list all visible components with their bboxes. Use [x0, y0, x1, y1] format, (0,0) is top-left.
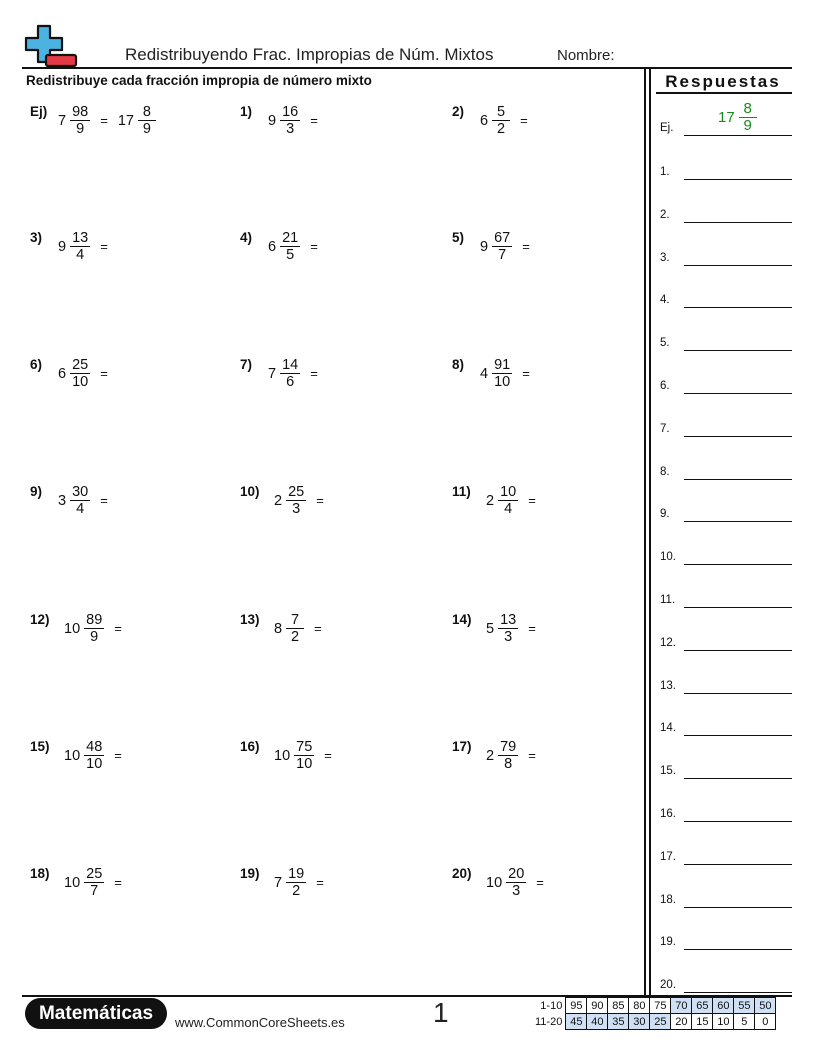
- problem-expression: [274, 739, 332, 772]
- denominator: 5: [286, 247, 295, 263]
- problem-label: 18): [30, 866, 50, 881]
- problem-6: [30, 357, 230, 417]
- problem-expression: [58, 357, 108, 390]
- fraction: [492, 357, 512, 390]
- answer-label: 11.: [660, 594, 676, 606]
- score-row: [532, 1014, 776, 1030]
- problem-label: 2): [452, 104, 465, 119]
- answer-row-16: [660, 802, 792, 822]
- equals-sign: =: [528, 748, 536, 763]
- answer-row-5: [660, 331, 792, 351]
- answer-label: 2.: [660, 208, 670, 221]
- score-cell: 10: [713, 1014, 734, 1030]
- problem-7: [240, 357, 440, 417]
- denominator: 4: [76, 501, 85, 517]
- answer-label: 19.: [660, 936, 676, 949]
- denominator: 8: [504, 756, 513, 772]
- problem-expression: [480, 357, 530, 390]
- problem-1: [240, 104, 440, 164]
- answer-line[interactable]: [684, 521, 792, 522]
- answer-line[interactable]: [684, 864, 792, 865]
- score-cell: 25: [650, 1014, 671, 1030]
- problem-expression: [480, 104, 528, 137]
- answer-label: 18.: [660, 893, 676, 906]
- problem-4: [240, 230, 440, 290]
- answer-label: 8.: [660, 465, 670, 478]
- answer-label: 3.: [660, 251, 670, 264]
- problem-expression: [486, 612, 536, 645]
- answer-row-11: [660, 588, 792, 608]
- numerator: 7: [286, 612, 304, 629]
- whole-number: 6: [58, 365, 67, 382]
- problem-expression: [486, 866, 544, 899]
- example-expression: [58, 104, 156, 137]
- answer-label: 10.: [660, 551, 676, 564]
- score-cell: 55: [734, 998, 755, 1014]
- problem-expression: [486, 739, 536, 772]
- numerator: 13: [72, 230, 89, 246]
- answer-line[interactable]: [684, 479, 792, 480]
- problem-expression: [268, 230, 318, 263]
- equals-sign: =: [324, 748, 332, 763]
- score-cell: 85: [608, 998, 629, 1014]
- example-label: Ej): [30, 104, 48, 119]
- whole-number: 6: [268, 238, 277, 255]
- whole-number: 8: [274, 620, 283, 637]
- problem-expression: [64, 866, 122, 899]
- fraction: [70, 484, 90, 517]
- problem-label: 8): [452, 357, 465, 372]
- fraction: [492, 230, 512, 263]
- problem-16: [240, 739, 440, 799]
- problem-expression: [486, 484, 536, 517]
- problem-14: [452, 612, 652, 672]
- problem-10: [240, 484, 440, 544]
- problem-expression: [274, 612, 322, 645]
- score-cell: 70: [671, 998, 692, 1014]
- problem-label: 16): [240, 739, 260, 754]
- answer-row-18: [660, 888, 792, 908]
- problem-expression: [268, 357, 318, 390]
- answer-line[interactable]: [684, 307, 792, 308]
- equals-sign: =: [100, 239, 108, 254]
- name-label: Nombre:: [557, 47, 615, 64]
- fraction: [84, 866, 104, 899]
- fraction: [70, 230, 90, 263]
- problem-20: [452, 866, 652, 926]
- answer-label: 20.: [660, 979, 676, 992]
- answer-label: Ej.: [660, 122, 674, 134]
- problem-19: [240, 866, 440, 926]
- answer-row-14: [660, 716, 792, 736]
- instructions: Redistribuye cada fracción impropia de número mixto: [26, 73, 372, 88]
- problem-12: [30, 612, 230, 672]
- fraction: [498, 484, 518, 517]
- score-cell: 5: [734, 1014, 755, 1030]
- whole-number: 9: [268, 112, 277, 129]
- fraction: [498, 739, 518, 772]
- whole-number: 10: [64, 747, 81, 764]
- numerator: 21: [282, 230, 299, 246]
- problem-label: 11): [452, 484, 471, 499]
- answer-row-9: [660, 502, 792, 522]
- answer-row-8: [660, 460, 792, 480]
- answer-whole: 17: [718, 109, 735, 126]
- fraction: [498, 612, 518, 645]
- problem-label: 15): [30, 739, 50, 754]
- page-title: Redistribuyendo Frac. Impropias de Núm. Mixtos: [125, 45, 494, 64]
- equals-sign: =: [100, 366, 108, 381]
- equals-sign: =: [522, 239, 530, 254]
- denominator: 3: [286, 121, 295, 137]
- brand-badge: Matemáticas: [25, 998, 167, 1029]
- equals-sign: =: [310, 239, 318, 254]
- score-cell: 20: [671, 1014, 692, 1030]
- problem-label: 9): [30, 484, 43, 499]
- answer-row-4: [660, 288, 792, 308]
- equals-sign: =: [114, 748, 122, 763]
- fraction: [280, 104, 300, 137]
- problem-label: 17): [452, 739, 472, 754]
- numerator: 14: [282, 357, 299, 373]
- answer-row-3: [660, 246, 792, 266]
- problem-expression: [274, 866, 324, 899]
- score-cell: 80: [629, 998, 650, 1014]
- score-cell: 45: [566, 1014, 587, 1030]
- denominator: 10: [86, 756, 103, 772]
- answer-label: 6.: [660, 380, 670, 392]
- problem-label: 1): [240, 104, 253, 119]
- denominator: 10: [494, 374, 511, 390]
- problem-3: [30, 230, 230, 290]
- denominator: 4: [76, 247, 85, 263]
- answer-line[interactable]: [684, 350, 792, 351]
- answer-line[interactable]: [684, 265, 792, 266]
- whole-number: 9: [58, 238, 67, 255]
- score-cell: 15: [692, 1014, 713, 1030]
- problem-label: 19): [240, 866, 260, 881]
- score-cell: 65: [692, 998, 713, 1014]
- answer-label: 13.: [660, 679, 676, 692]
- problem-label: 13): [240, 612, 260, 627]
- denominator: 2: [291, 629, 300, 645]
- whole-number: 10: [274, 747, 291, 764]
- answer-row-19: [660, 930, 792, 950]
- score-row-label: 11-20: [535, 1015, 563, 1028]
- problem-expression: [58, 484, 108, 517]
- problem-label: 6): [30, 357, 43, 372]
- answer-line: [684, 135, 792, 136]
- whole-number: 2: [274, 492, 283, 509]
- example-answer: [718, 101, 757, 134]
- score-row: [532, 998, 776, 1014]
- answer-row-example: [660, 100, 792, 136]
- answer-row-17: [660, 845, 792, 865]
- answer-label: 4.: [660, 294, 670, 307]
- denominator: 10: [72, 374, 89, 390]
- whole-number: 4: [480, 365, 489, 382]
- plus-minus-logo-icon: [22, 24, 80, 70]
- fraction: [506, 866, 526, 899]
- whole-number: 9: [480, 238, 489, 255]
- whole-number: 10: [64, 874, 81, 891]
- score-cell: 40: [587, 1014, 608, 1030]
- whole-number: 2: [486, 492, 495, 509]
- answer-label: 16.: [660, 808, 676, 820]
- numerator: 25: [86, 866, 103, 882]
- numerator: 25: [72, 357, 89, 373]
- answer-label: 9.: [660, 508, 670, 521]
- denominator: 3: [292, 501, 301, 517]
- problem-label: 12): [30, 612, 50, 627]
- example-problem: [30, 104, 230, 164]
- numerator: 48: [86, 739, 103, 755]
- problem-label: 14): [452, 612, 472, 627]
- numerator: 13: [500, 612, 517, 628]
- numerator: 19: [288, 866, 305, 882]
- answer-row-1: [660, 160, 792, 180]
- answer-label: 12.: [660, 636, 676, 649]
- problem-label: 10): [240, 484, 260, 499]
- answer-fraction: [739, 101, 757, 134]
- whole-number: 2: [486, 747, 495, 764]
- problem-label: 3): [30, 230, 43, 245]
- score-cell: 95: [566, 998, 587, 1014]
- numerator: 75: [296, 739, 313, 755]
- denominator: 9: [76, 121, 85, 137]
- answer-label: 17.: [660, 850, 676, 863]
- numerator: 5: [492, 104, 510, 121]
- whole-number: 7: [58, 112, 67, 129]
- answer-line[interactable]: [684, 436, 792, 437]
- answer-label: 1.: [660, 166, 670, 178]
- problem-15: [30, 739, 230, 799]
- answer-row-7: [660, 417, 792, 437]
- equals-sign: =: [310, 113, 318, 128]
- score-cell: 35: [608, 1014, 629, 1030]
- numerator: 8: [739, 101, 757, 118]
- equals-sign: =: [528, 493, 536, 508]
- score-table: [532, 997, 776, 1030]
- example-answer-whole: 17: [117, 112, 134, 129]
- fraction: [84, 739, 104, 772]
- denominator: 4: [504, 501, 513, 517]
- numerator: 8: [138, 104, 156, 121]
- problem-expression: [480, 230, 530, 263]
- problem-label: 7): [240, 357, 253, 372]
- whole-number: 10: [486, 874, 503, 891]
- answer-line[interactable]: [684, 222, 792, 223]
- denominator: 2: [292, 883, 301, 899]
- answer-line[interactable]: [684, 564, 792, 565]
- problem-11: [452, 484, 652, 544]
- problem-8: [452, 357, 652, 417]
- answer-label: 7.: [660, 422, 670, 435]
- problem-expression: [274, 484, 324, 517]
- fraction: [294, 739, 314, 772]
- equals-sign: =: [316, 493, 324, 508]
- fraction: [286, 866, 306, 899]
- equals-sign: =: [520, 113, 528, 128]
- denominator: 2: [497, 121, 506, 137]
- website-link[interactable]: www.CommonCoreSheets.es: [175, 1015, 345, 1030]
- problem-17: [452, 739, 652, 799]
- fraction: [280, 357, 300, 390]
- answer-label: 5.: [660, 337, 670, 350]
- numerator: 67: [494, 230, 511, 246]
- answer-line[interactable]: [684, 735, 792, 736]
- fraction: [492, 104, 510, 137]
- whole-number: 5: [486, 620, 495, 637]
- answers-title-underline: [656, 92, 792, 94]
- numerator: 16: [282, 104, 299, 120]
- fraction: [70, 357, 90, 390]
- answer-label: 14.: [660, 722, 676, 735]
- answer-line[interactable]: [684, 949, 792, 950]
- problem-label: 20): [452, 866, 472, 881]
- answer-line[interactable]: [684, 992, 792, 993]
- score-cell: 90: [587, 998, 608, 1014]
- fraction: [70, 104, 90, 137]
- denominator: 7: [90, 883, 99, 899]
- score-cell: 60: [713, 998, 734, 1014]
- numerator: 10: [500, 484, 517, 500]
- column-divider: [644, 67, 651, 996]
- numerator: 98: [72, 104, 89, 120]
- answer-line[interactable]: [684, 179, 792, 180]
- whole-number: 10: [64, 620, 81, 637]
- page-number: 1: [433, 997, 449, 1028]
- problem-expression: [64, 739, 122, 772]
- denominator: 10: [296, 756, 313, 772]
- equals-sign: =: [114, 621, 122, 636]
- example-answer-fraction: [138, 104, 156, 137]
- denominator: 9: [743, 117, 752, 134]
- whole-number: 6: [480, 112, 489, 129]
- equals-sign: =: [522, 366, 530, 381]
- whole-number: 3: [58, 492, 67, 509]
- problem-2: [452, 104, 652, 164]
- equals-sign: =: [528, 621, 536, 636]
- fraction: [286, 612, 304, 645]
- equals-sign: =: [316, 875, 324, 890]
- answer-line[interactable]: [684, 607, 792, 608]
- answer-row-15: [660, 759, 792, 779]
- numerator: 89: [86, 612, 103, 628]
- answer-row-12: [660, 631, 792, 651]
- equals-sign: =: [100, 113, 108, 128]
- answer-row-6: [660, 374, 792, 394]
- answer-line[interactable]: [684, 778, 792, 779]
- numerator: 30: [72, 484, 89, 500]
- fraction: [286, 484, 306, 517]
- numerator: 91: [494, 357, 511, 373]
- problem-expression: [64, 612, 122, 645]
- problem-18: [30, 866, 230, 926]
- numerator: 20: [508, 866, 525, 882]
- score-cell: 50: [755, 998, 776, 1014]
- problem-label: 5): [452, 230, 465, 245]
- equals-sign: =: [114, 875, 122, 890]
- denominator: 9: [142, 121, 151, 137]
- answer-line[interactable]: [684, 821, 792, 822]
- equals-sign: =: [536, 875, 544, 890]
- equals-sign: =: [100, 493, 108, 508]
- denominator: 6: [286, 374, 295, 390]
- answer-line[interactable]: [684, 650, 792, 651]
- problem-13: [240, 612, 440, 672]
- answer-row-13: [660, 674, 792, 694]
- score-cell: 75: [650, 998, 671, 1014]
- problem-label: 4): [240, 230, 253, 245]
- answers-title: Respuestas: [665, 72, 781, 91]
- score-row-label: 1-10: [540, 999, 563, 1012]
- problem-expression: [58, 230, 108, 263]
- problem-5: [452, 230, 652, 290]
- answer-row-20: [660, 973, 792, 993]
- numerator: 79: [500, 739, 517, 755]
- score-cell: 0: [755, 1014, 776, 1030]
- whole-number: 7: [274, 874, 283, 891]
- problem-9: [30, 484, 230, 544]
- equals-sign: =: [310, 366, 318, 381]
- whole-number: 7: [268, 365, 277, 382]
- denominator: 9: [90, 629, 99, 645]
- answer-line[interactable]: [684, 907, 792, 908]
- denominator: 7: [498, 247, 507, 263]
- problem-expression: [268, 104, 318, 137]
- fraction: [280, 230, 300, 263]
- denominator: 3: [512, 883, 521, 899]
- equals-sign: =: [314, 621, 322, 636]
- score-cell: 30: [629, 1014, 650, 1030]
- answer-line[interactable]: [684, 393, 792, 394]
- numerator: 25: [288, 484, 305, 500]
- denominator: 3: [504, 629, 513, 645]
- answer-line[interactable]: [684, 693, 792, 694]
- header-rule: [22, 67, 792, 69]
- answer-row-10: [660, 545, 792, 565]
- answer-row-2: [660, 203, 792, 223]
- fraction: [84, 612, 104, 645]
- answer-label: 15.: [660, 765, 676, 778]
